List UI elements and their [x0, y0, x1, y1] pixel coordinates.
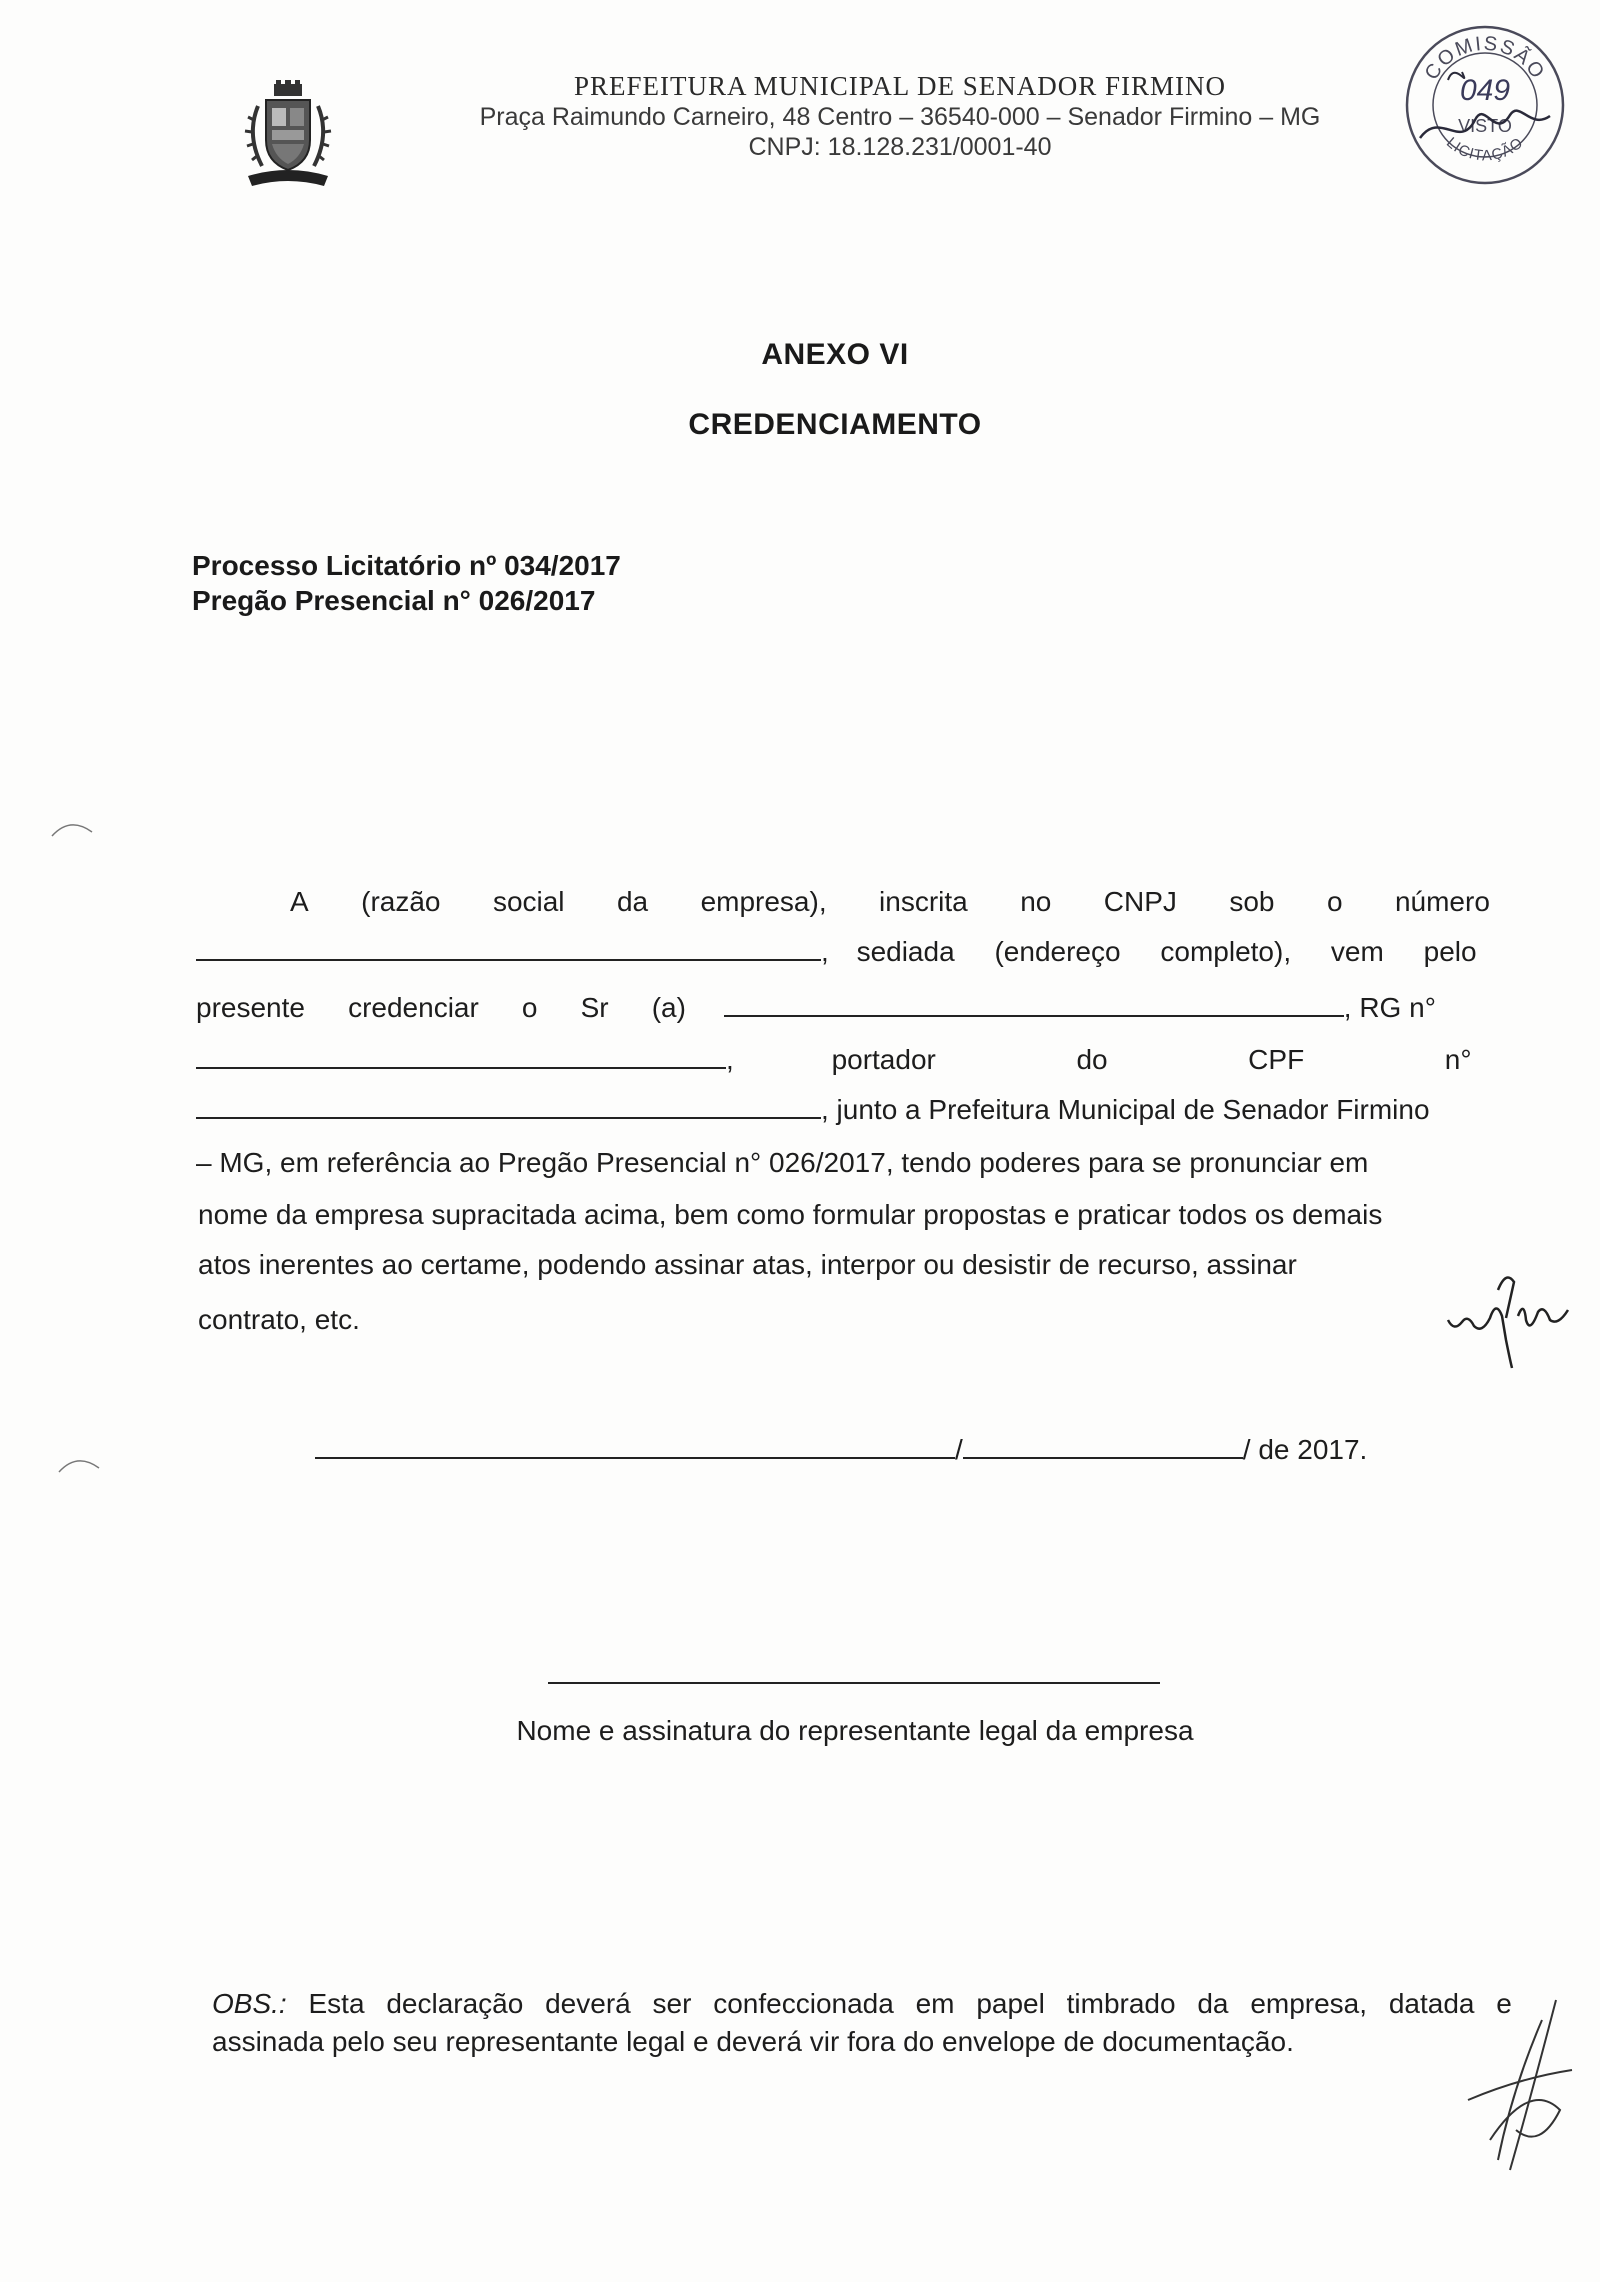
body-word: (razão — [361, 886, 441, 917]
body-word: o — [1326, 886, 1343, 917]
body-word: no — [1020, 886, 1052, 917]
margin-arc-mark — [55, 1448, 103, 1478]
svg-text:LICITAÇÃO — [1443, 134, 1527, 164]
body-line-7 — [198, 1195, 1493, 1235]
letterhead-address: Praça Raimundo Carneiro, 48 Centro – 36540-000 – Senador Firmino – MG — [479, 103, 1321, 131]
body-word: vem — [1330, 936, 1384, 967]
body-word: CNPJ — [1103, 886, 1177, 917]
body-line-1 — [290, 882, 1490, 922]
body-word: A — [290, 886, 309, 917]
rg-blank-field[interactable] — [196, 1041, 726, 1069]
body-line-9 — [198, 1300, 1493, 1340]
note-word: Esta — [308, 1988, 365, 2019]
annex-title: ANEXO VI — [761, 338, 909, 371]
body-word: sob — [1229, 886, 1275, 917]
body-line-6 — [196, 1143, 1491, 1183]
body-text: , junto a Prefeitura Municipal de Senador Firmino — [821, 1094, 1430, 1125]
note-word: e — [1496, 1988, 1512, 2019]
rg-label: , RG n° — [1343, 992, 1436, 1023]
note-word: papel — [976, 1988, 1045, 2019]
date-month-blank-field[interactable] — [963, 1431, 1243, 1459]
representative-name-blank-field[interactable] — [724, 989, 1344, 1017]
pregao-reference: Pregão Presencial n° 026/2017 — [192, 585, 596, 616]
body-word: presente — [196, 992, 305, 1023]
date-year-text: / de 2017. — [1242, 1434, 1368, 1465]
body-word: n° — [1444, 1044, 1472, 1075]
note-word: ser — [652, 1988, 692, 2019]
handwritten-initials-mark — [1440, 1260, 1590, 1370]
note-word: declaração — [386, 1988, 524, 2019]
signature-caption: Nome e assinatura do representante legal da empresa — [516, 1715, 1194, 1746]
municipal-coat-of-arms-icon — [238, 80, 338, 195]
body-word: inscrita — [879, 886, 968, 917]
stamp-number: 049 — [1459, 74, 1511, 107]
cpf-blank-field[interactable] — [196, 1091, 821, 1119]
body-line-4: , portador do CPF n° — [196, 1040, 1491, 1080]
handwritten-rubric-mark — [1460, 1980, 1580, 2180]
body-word: empresa), — [700, 886, 827, 917]
body-word: portador — [831, 1044, 936, 1075]
note-word: timbrado — [1066, 1988, 1176, 2019]
body-word: número — [1394, 886, 1490, 917]
body-text: atos inerentes ao certame, podendo assinar atas, interpor ou desistir de recurso, assinar — [198, 1249, 1297, 1280]
stamp-middle-text: VISTO — [1458, 116, 1512, 136]
body-line-8 — [198, 1245, 1493, 1285]
note-word: em — [915, 1988, 955, 2019]
note-word: confeccionada — [713, 1988, 894, 2019]
body-line-2: , sediada (endereço completo), vem pelo — [196, 932, 1491, 972]
note-label: OBS.: — [212, 1988, 287, 2019]
note-word: empresa, — [1250, 1988, 1368, 2019]
note-word: datada — [1388, 1988, 1475, 2019]
body-word: o — [521, 992, 538, 1023]
body-word: social — [492, 886, 565, 917]
letterhead — [400, 70, 1400, 162]
note-word: deverá — [545, 1988, 631, 2019]
cnpj-blank-field[interactable] — [196, 933, 821, 961]
body-text: nome da empresa supracitada acima, bem como formular propostas e praticar todos os demais — [198, 1199, 1383, 1230]
letterhead-title: PREFEITURA MUNICIPAL DE SENADOR FIRMINO — [573, 71, 1227, 101]
signature-line[interactable] — [548, 1682, 1160, 1684]
process-reference: Processo Licitatório nº 034/2017 — [192, 550, 621, 581]
body-word: do — [1076, 1044, 1108, 1075]
body-word: (endereço — [994, 936, 1121, 967]
body-word: completo), — [1160, 936, 1292, 967]
body-line-5 — [196, 1090, 1491, 1130]
body-word: sediada — [856, 936, 955, 967]
body-line-3 — [196, 988, 1491, 1028]
commission-stamp — [1400, 20, 1570, 190]
body-word: (a) — [651, 992, 686, 1023]
letterhead-cnpj: CNPJ: 18.128.231/0001-40 — [748, 133, 1052, 161]
body-text: – MG, em referência ao Pregão Presencial n° 026/2017, tendo poderes para se pronunciar em — [196, 1147, 1369, 1178]
body-word: credenciar — [348, 992, 479, 1023]
stamp-top-text: COMISSÃO — [1420, 32, 1550, 84]
body-word: da — [616, 886, 649, 917]
body-word: pelo — [1423, 936, 1477, 967]
margin-arc-mark — [48, 812, 96, 842]
stamp-bottom-text: LICITAÇÃO — [1443, 134, 1527, 165]
note-word: da — [1197, 1988, 1229, 2019]
body-word: CPF — [1248, 1044, 1305, 1075]
body-word: Sr — [580, 992, 609, 1023]
date-place-blank-field[interactable] — [315, 1431, 955, 1459]
date-line — [315, 1430, 1415, 1470]
note-line-2: assinada pelo seu representante legal e deverá vir fora do envelope de documentação. — [212, 2026, 1294, 2057]
body-text: contrato, etc. — [198, 1304, 360, 1335]
date-separator: / — [955, 1434, 963, 1465]
observation-note — [212, 1985, 1512, 2061]
document-heading: CREDENCIAMENTO — [688, 408, 982, 441]
